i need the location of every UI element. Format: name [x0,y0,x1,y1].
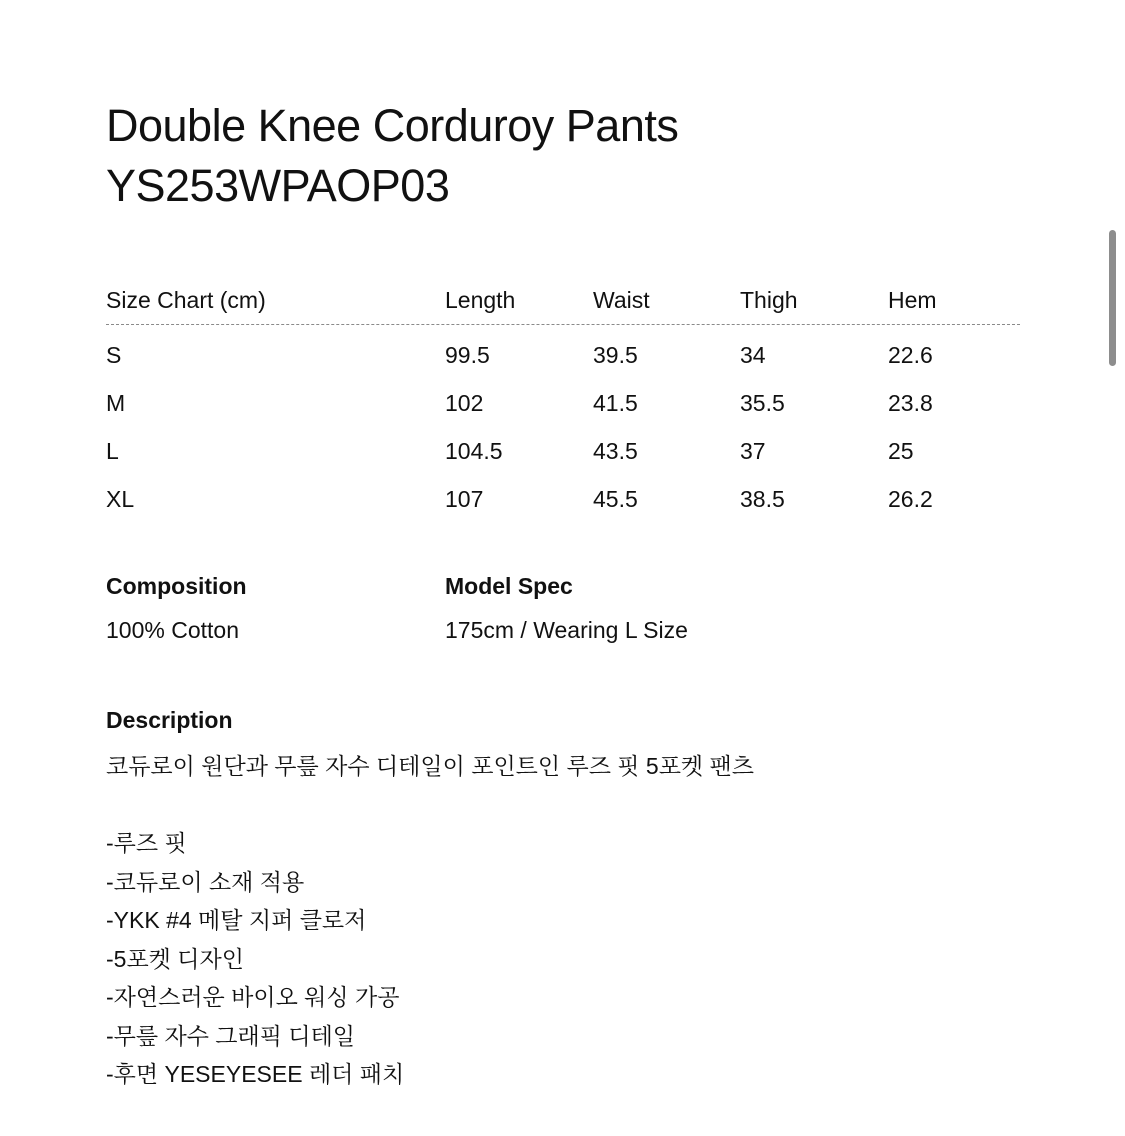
size-label: S [106,342,122,368]
description-intro: 코듀로이 원단과 무릎 자수 디테일이 포인트인 루즈 핏 5포켓 팬츠 [106,753,754,779]
thigh-value: 35.5 [740,390,785,416]
size-chart-header-row [106,276,1020,325]
list-item: -무릎 자수 그래픽 디테일 [106,1022,356,1049]
list-item: -자연스러운 바이오 워싱 가공 [106,984,400,1010]
composition-value: 100% Cotton [106,617,239,643]
list-item: -루즈 핏 [106,830,187,856]
hem-value: 25 [888,438,914,464]
model-spec-label: Model Spec [445,573,573,599]
header-thigh: Thigh [740,287,798,313]
product-name: Double Knee Corduroy Pants [106,100,679,151]
list-item: -5포켓 디자인 [106,945,244,972]
size-label: M [106,390,126,416]
list-item: -YKK #4 메탈 지퍼 클로저 [106,907,367,933]
length-value: 102 [445,390,484,416]
header-length: Length [445,287,516,313]
description-section [106,702,1020,1094]
header-waist: Waist [593,287,650,313]
thigh-value: 37 [740,438,766,464]
model-spec-value: 175cm / Wearing L Size [445,617,688,643]
product-detail [106,96,1020,1087]
product-info [106,568,1020,658]
hem-value: 22.6 [888,342,933,368]
list-item: -후면 YESEYESEE 레더 패치 [106,1061,405,1087]
table-row [106,379,1020,427]
list-item: -코듀로이 소재 적용 [106,868,305,895]
waist-value: 43.5 [593,438,638,464]
description-list [106,824,1020,1094]
thigh-value: 38.5 [740,486,785,512]
header-size-chart: Size Chart (cm) [106,287,266,313]
size-label: L [106,438,119,464]
composition-label: Composition [106,573,247,599]
waist-value: 41.5 [593,390,638,416]
thigh-value: 34 [740,342,766,368]
composition-block [106,568,247,648]
size-label: XL [106,486,135,512]
description-label: Description [106,707,233,733]
length-value: 107 [445,486,484,512]
table-row [106,475,1020,523]
length-value: 99.5 [445,342,490,368]
length-value: 104.5 [445,438,503,464]
hem-value: 26.2 [888,486,933,512]
model-spec-block [445,568,688,648]
waist-value: 39.5 [593,342,638,368]
size-chart-table [106,276,1020,523]
product-code: YS253WPAOP03 [106,160,450,211]
product-title [106,96,1020,216]
header-hem: Hem [888,287,937,313]
hem-value: 23.8 [888,390,933,416]
table-row [106,331,1020,379]
table-row [106,427,1020,475]
scrollbar-thumb[interactable] [1109,230,1116,366]
waist-value: 45.5 [593,486,638,512]
